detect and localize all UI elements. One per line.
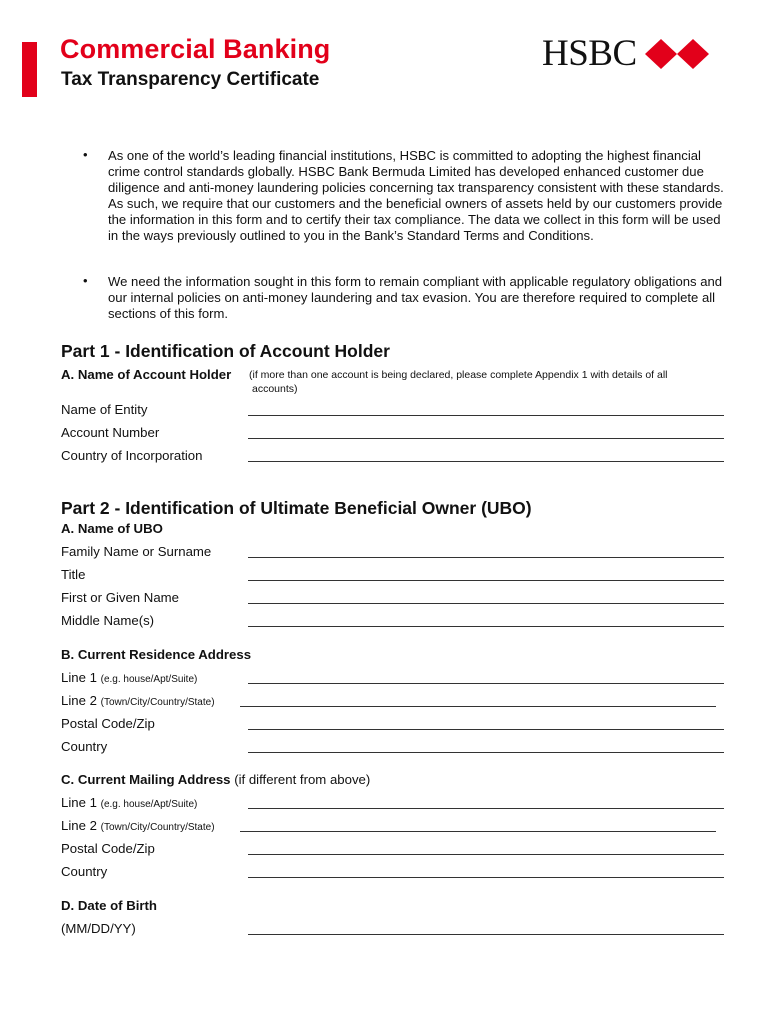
section-note: accounts) bbox=[252, 383, 298, 395]
country-of-incorporation-field[interactable] bbox=[248, 461, 724, 462]
mailing-postal-field[interactable] bbox=[248, 854, 724, 855]
section-heading bbox=[61, 772, 370, 787]
field-label: Account Number bbox=[61, 425, 160, 440]
field-label: Country bbox=[61, 864, 108, 879]
field-label: First or Given Name bbox=[61, 590, 179, 605]
field-label-text: Line 2 bbox=[61, 693, 97, 708]
field-hint: (Town/City/Country/State) bbox=[100, 697, 215, 708]
field-label bbox=[61, 693, 215, 708]
section-label: C. Current Mailing Address bbox=[61, 772, 231, 787]
section-heading bbox=[61, 367, 231, 382]
part2-heading: Part 2 - Identification of Ultimate Beneficial Owner (UBO) bbox=[61, 498, 532, 518]
residence-postal-field[interactable] bbox=[248, 729, 724, 730]
date-of-birth-field[interactable] bbox=[248, 934, 724, 935]
account-number-field[interactable] bbox=[248, 438, 724, 439]
hexagon-logo-icon bbox=[645, 39, 709, 69]
field-label bbox=[61, 818, 215, 833]
intro-paragraph: We need the information sought in this form to remain compliant with applicable regulatory obligations and our internal policies on anti-money laundering and tax evasion. You are therefore required to complete all sections of this form. bbox=[108, 274, 723, 321]
residence-line1-field[interactable] bbox=[248, 683, 724, 684]
section-heading: B. Current Residence Address bbox=[61, 647, 252, 662]
title-field[interactable] bbox=[248, 580, 724, 581]
residence-country-field[interactable] bbox=[248, 752, 724, 753]
field-hint: (e.g. house/Apt/Suite) bbox=[100, 674, 198, 685]
field-label-text: Line 1 bbox=[61, 670, 97, 685]
bullet-icon: • bbox=[83, 147, 88, 162]
residence-line2-field[interactable] bbox=[240, 706, 716, 707]
field-label: Name of Entity bbox=[61, 402, 148, 417]
field-label: (MM/DD/YY) bbox=[61, 921, 136, 936]
intro-paragraph: As one of the world’s leading financial institutions, HSBC is committed to adopting the highest financial crime control standards globally. HSBC Bank Bermuda Limited has developed enhanced customer due diligence and anti-money laundering policies concerning tax transparency consistent with these standards. As such, we require that our customers and the beneficial owners of assets held by our customers provide the information in this form and to certify their tax compliance. The data we collect in this form will be used in the ways previously outlined to you in the Bank’s Standard Terms and Conditions. bbox=[108, 148, 724, 243]
field-label: Country of Incorporation bbox=[61, 448, 203, 463]
brand-red-bar bbox=[22, 42, 37, 97]
field-label: Postal Code/Zip bbox=[61, 716, 155, 731]
field-hint: (Town/City/Country/State) bbox=[100, 822, 215, 833]
section-label: A. Name of Account Holder bbox=[61, 367, 232, 382]
section-note: (if more than one account is being declared, please complete Appendix 1 with details of all bbox=[249, 369, 668, 381]
name-of-entity-field[interactable] bbox=[248, 415, 724, 416]
field-label: Family Name or Surname bbox=[61, 544, 212, 559]
section-note: (if different from above) bbox=[234, 772, 371, 787]
mailing-line2-field[interactable] bbox=[240, 831, 716, 832]
hsbc-logo bbox=[542, 33, 709, 74]
field-label: Title bbox=[61, 567, 86, 582]
part1-heading: Part 1 - Identification of Account Holder bbox=[61, 341, 390, 361]
middle-names-field[interactable] bbox=[248, 626, 724, 627]
first-name-field[interactable] bbox=[248, 603, 724, 604]
field-label-text: Line 1 bbox=[61, 795, 97, 810]
mailing-country-field[interactable] bbox=[248, 877, 724, 878]
field-label: Postal Code/Zip bbox=[61, 841, 155, 856]
document-subtitle: Tax Transparency Certificate bbox=[61, 69, 320, 90]
bullet-icon: • bbox=[83, 273, 88, 288]
section-heading: D. Date of Birth bbox=[61, 898, 157, 913]
mailing-line1-field[interactable] bbox=[248, 808, 724, 809]
field-label: Country bbox=[61, 739, 108, 754]
section-heading: A. Name of UBO bbox=[61, 521, 163, 536]
field-label: Middle Name(s) bbox=[61, 613, 155, 628]
family-name-field[interactable] bbox=[248, 557, 724, 558]
document-title: Commercial Banking bbox=[60, 34, 331, 64]
field-label bbox=[61, 670, 197, 685]
field-label-text: Line 2 bbox=[61, 818, 97, 833]
field-hint: (e.g. house/Apt/Suite) bbox=[100, 799, 198, 810]
logo-text: HSBC bbox=[542, 33, 637, 74]
field-label bbox=[61, 795, 197, 810]
